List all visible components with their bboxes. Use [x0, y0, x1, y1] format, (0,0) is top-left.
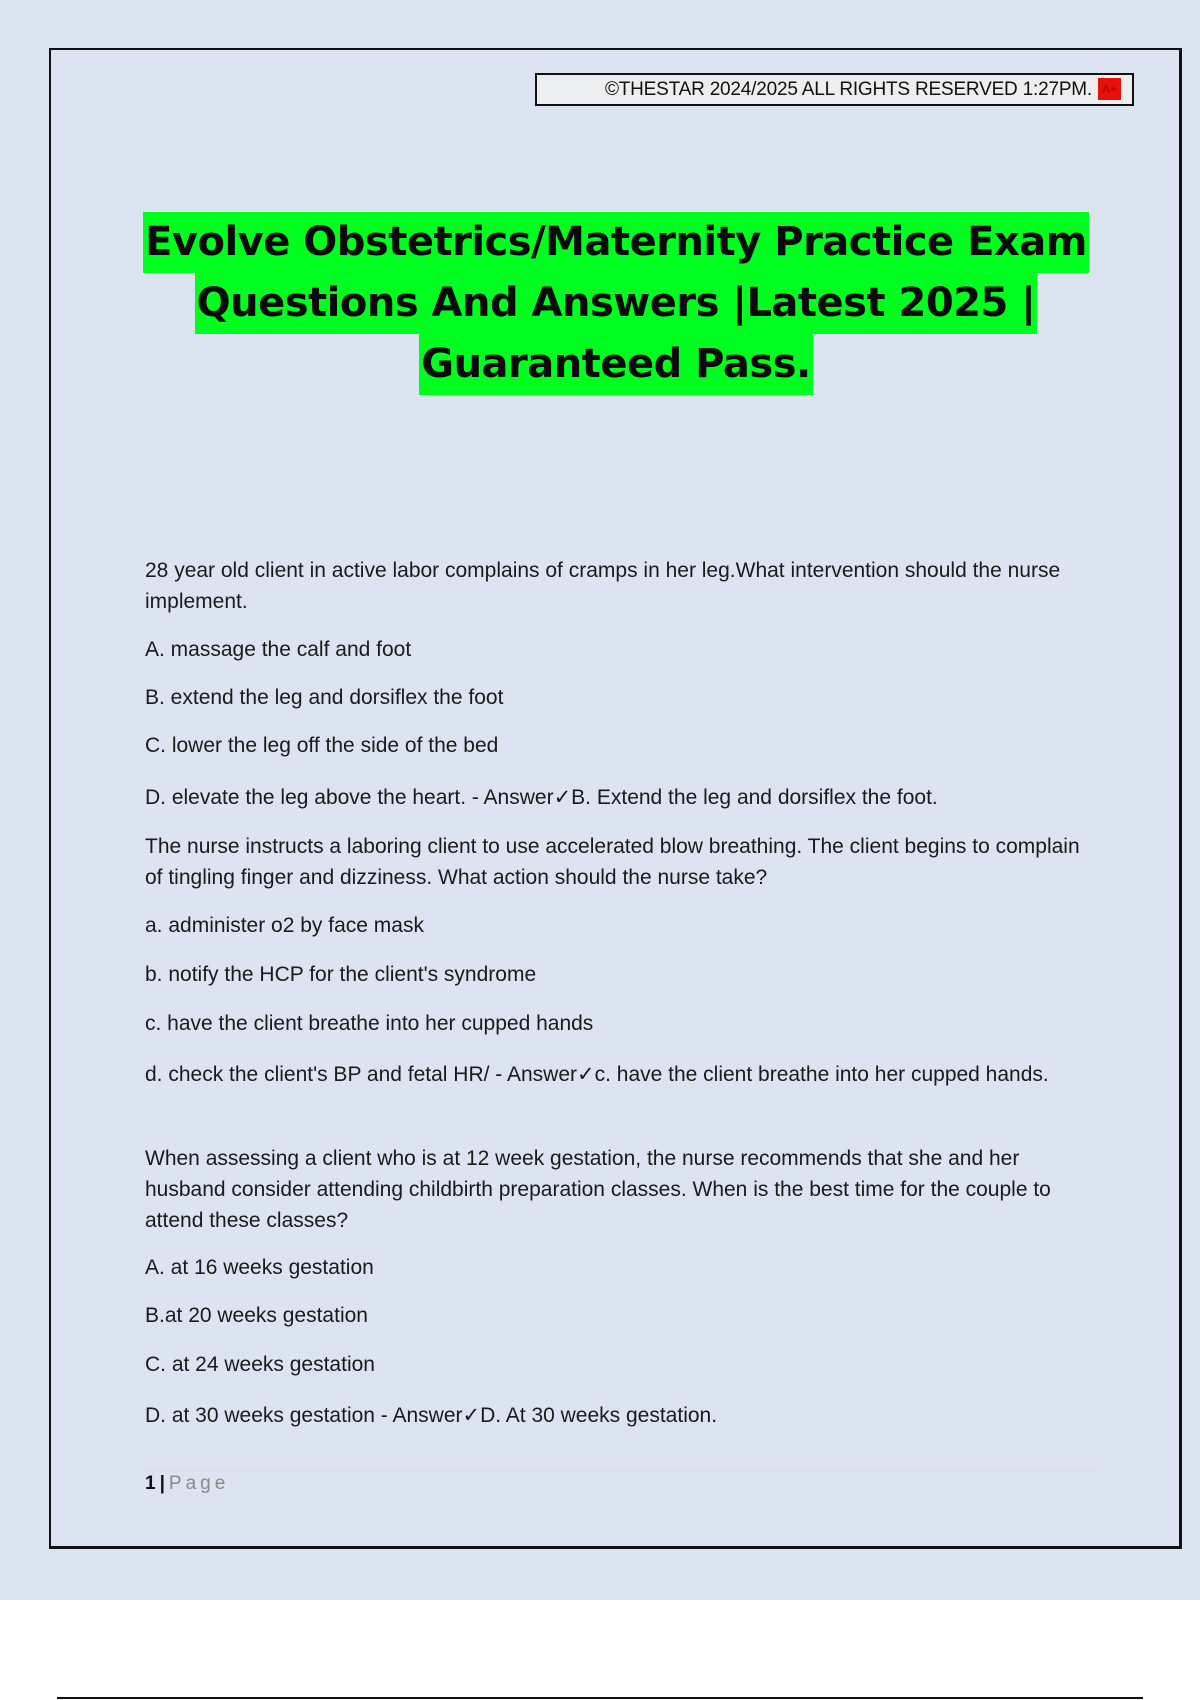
- question-1-option-b: B. extend the leg and dorsiflex the foot: [145, 686, 504, 709]
- question-1-option-d-answer: D. elevate the leg above the heart. - Answer✓B. Extend the leg and dorsiflex the foot.: [145, 786, 938, 809]
- question-2-prompt: The nurse instructs a laboring client to use accelerated blow breathing. The client begins to complain of tingling finger and dizziness. What action should the nurse take?: [145, 835, 1080, 889]
- question-2-option-a: a. administer o2 by face mask: [145, 914, 424, 937]
- question-3-option-c: C. at 24 weeks gestation: [145, 1353, 375, 1376]
- copyright-text: ©THESTAR 2024/2025 ALL RIGHTS RESERVED 1:27PM.: [604, 79, 1092, 100]
- footer-divider: [145, 1470, 1095, 1471]
- page-number: 1: [145, 1473, 156, 1494]
- question-3-option-b: B.at 20 weeks gestation: [145, 1304, 368, 1327]
- grade-badge: A+: [1098, 78, 1121, 100]
- question-2-option-c: c. have the client breathe into her cupped hands: [145, 1012, 594, 1035]
- question-2-option-b: b. notify the HCP for the client's syndrome: [145, 963, 537, 986]
- page-label: Page: [168, 1473, 230, 1494]
- title-line-3: Guaranteed Pass.: [419, 334, 812, 395]
- title-line-1: Evolve Obstetrics/Maternity Practice Exam: [143, 212, 1089, 273]
- question-3-option-a: A. at 16 weeks gestation: [145, 1256, 374, 1279]
- document-title: [80, 212, 1152, 395]
- next-page-divider: [57, 1697, 1143, 1699]
- question-3-option-d-answer: D. at 30 weeks gestation - Answer✓D. At 30 weeks gestation.: [145, 1404, 718, 1427]
- question-2-option-d-answer: d. check the client's BP and fetal HR/ - Answer✓c. have the client breathe into her cupped hands.: [145, 1063, 1049, 1086]
- question-1-prompt: 28 year old client in active labor complains of cramps in her leg.What intervention should the nurse implement.: [145, 559, 1061, 613]
- question-1-option-c: C. lower the leg off the side of the bed: [145, 734, 499, 757]
- footer-separator: |: [159, 1473, 165, 1494]
- question-3-prompt: When assessing a client who is at 12 week gestation, the nurse recommends that she and her husband consider attending childbirth preparation classes. When is the best time for the couple to attend these classes?: [145, 1147, 1051, 1232]
- page-footer: [145, 1473, 229, 1495]
- title-line-2: Questions And Answers |Latest 2025 |: [195, 273, 1038, 334]
- question-1-option-a: A. massage the calf and foot: [145, 638, 412, 661]
- copyright-header: [535, 73, 1134, 106]
